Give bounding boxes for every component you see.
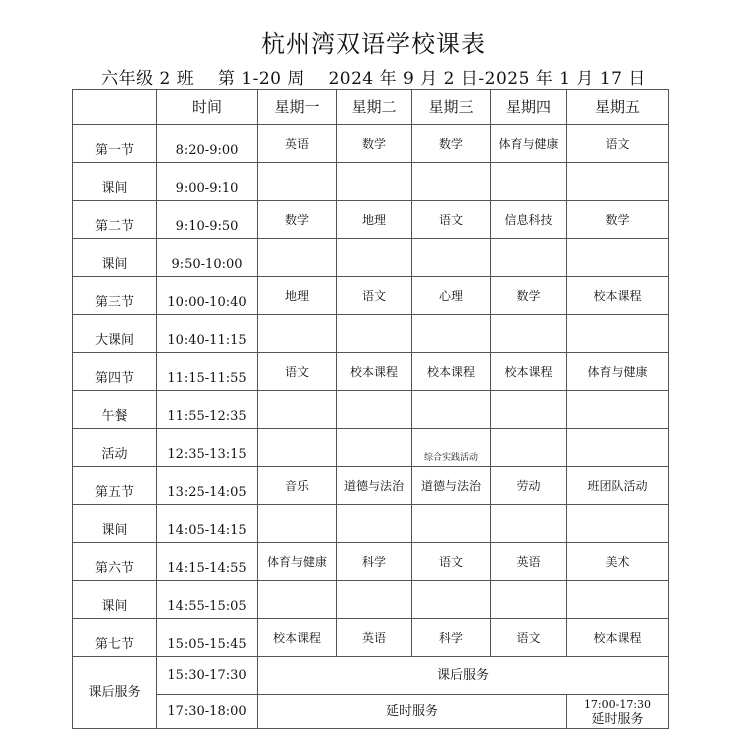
subject-cell-tue: 数学 [337, 125, 412, 163]
subject-cell-mon: 英语 [258, 125, 337, 163]
time-slot: 12:35-13:15 [157, 429, 258, 467]
table-row [73, 125, 669, 163]
subject-cell-wed: 语文 [412, 543, 491, 581]
time-slot: 15:05-15:45 [157, 619, 258, 657]
friday-extended-service [567, 695, 669, 729]
time-slot: 14:55-15:05 [157, 581, 258, 619]
subject-cell-tue [337, 391, 412, 429]
header-cell-mon: 星期一 [258, 90, 337, 125]
subject-cell-mon [258, 163, 337, 201]
subject-cell-thu: 信息科技 [491, 201, 567, 239]
subject-cell-wed: 综合实践活动 [412, 429, 491, 467]
period-label: 第一节 [73, 125, 157, 163]
header-cell-corner [73, 90, 157, 125]
subject-cell-thu: 劳动 [491, 467, 567, 505]
table-row [73, 581, 669, 619]
friday-extended-time: 17:00-17:30 [583, 697, 652, 711]
time-slot: 9:10-9:50 [157, 201, 258, 239]
period-label: 大课间 [73, 315, 157, 353]
subject-cell-thu [491, 429, 567, 467]
subject-cell-thu: 语文 [491, 619, 567, 657]
subject-cell-fri: 美术 [567, 543, 669, 581]
time-slot: 10:40-11:15 [157, 315, 258, 353]
subject-cell-mon [258, 429, 337, 467]
time-slot: 13:25-14:05 [157, 467, 258, 505]
table-row [73, 201, 669, 239]
after-school-row [73, 657, 669, 695]
extended-service: 延时服务 [258, 695, 567, 729]
subject-cell-wed [412, 505, 491, 543]
table-row [73, 429, 669, 467]
subject-cell-fri: 班团队活动 [567, 467, 669, 505]
table-row [73, 391, 669, 429]
table-row [73, 353, 669, 391]
after-school-time: 15:30-17:30 [157, 657, 258, 695]
period-label: 第七节 [73, 619, 157, 657]
subject-cell-tue [337, 505, 412, 543]
subject-cell-fri: 语文 [567, 125, 669, 163]
subject-cell-wed: 心理 [412, 277, 491, 315]
period-label: 第三节 [73, 277, 157, 315]
table-row [73, 163, 669, 201]
subject-cell-tue [337, 315, 412, 353]
subject-cell-thu [491, 391, 567, 429]
time-slot: 11:15-11:55 [157, 353, 258, 391]
table-row [73, 277, 669, 315]
subject-cell-mon: 体育与健康 [258, 543, 337, 581]
subject-cell-tue [337, 581, 412, 619]
extended-service-time: 17:30-18:00 [157, 695, 258, 729]
period-label: 活动 [73, 429, 157, 467]
subject-cell-thu [491, 581, 567, 619]
subject-cell-thu [491, 315, 567, 353]
table-row [73, 505, 669, 543]
subject-cell-mon [258, 505, 337, 543]
friday-extended-label: 延时服务 [591, 711, 644, 727]
subject-cell-fri: 体育与健康 [567, 353, 669, 391]
extended-service-row [73, 695, 669, 729]
subject-cell-wed [412, 391, 491, 429]
subject-cell-thu [491, 163, 567, 201]
time-slot: 11:55-12:35 [157, 391, 258, 429]
header-cell-tue: 星期二 [337, 90, 412, 125]
subject-cell-mon: 校本课程 [258, 619, 337, 657]
subject-cell-tue: 英语 [337, 619, 412, 657]
after-school-label: 课后服务 [73, 657, 157, 729]
subject-cell-thu [491, 239, 567, 277]
subject-cell-fri: 校本课程 [567, 277, 669, 315]
table-row [73, 239, 669, 277]
subject-cell-mon: 音乐 [258, 467, 337, 505]
subject-cell-thu [491, 505, 567, 543]
subject-cell-thu: 数学 [491, 277, 567, 315]
after-school-service: 课后服务 [258, 657, 669, 695]
period-label: 第六节 [73, 543, 157, 581]
period-label: 第四节 [73, 353, 157, 391]
period-label: 课间 [73, 505, 157, 543]
header-cell-time: 时间 [157, 90, 258, 125]
header-cell-fri: 星期五 [567, 90, 669, 125]
subject-cell-wed [412, 163, 491, 201]
time-slot: 8:20-9:00 [157, 125, 258, 163]
subject-cell-fri: 数学 [567, 201, 669, 239]
subject-cell-wed: 校本课程 [412, 353, 491, 391]
subject-cell-tue [337, 239, 412, 277]
subject-cell-mon: 地理 [258, 277, 337, 315]
time-slot: 9:50-10:00 [157, 239, 258, 277]
table-row [73, 315, 669, 353]
subject-cell-tue [337, 429, 412, 467]
subject-cell-tue [337, 163, 412, 201]
time-slot: 10:00-10:40 [157, 277, 258, 315]
subject-cell-wed [412, 239, 491, 277]
subject-cell-mon: 数学 [258, 201, 337, 239]
period-label: 课间 [73, 163, 157, 201]
subject-cell-wed: 科学 [412, 619, 491, 657]
subject-cell-thu: 体育与健康 [491, 125, 567, 163]
period-label: 午餐 [73, 391, 157, 429]
period-label: 课间 [73, 581, 157, 619]
page-title: 杭州湾双语学校课表 [261, 30, 486, 58]
page-subtitle: 六年级 2 班 第 1-20 周 2024 年 9 月 2 日-2025 年 1 月 17 日 [101, 69, 646, 89]
time-slot: 14:05-14:15 [157, 505, 258, 543]
subject-cell-mon [258, 315, 337, 353]
subject-cell-thu: 校本课程 [491, 353, 567, 391]
subject-cell-tue: 道德与法治 [337, 467, 412, 505]
subject-cell-thu: 英语 [491, 543, 567, 581]
header-cell-wed: 星期三 [412, 90, 491, 125]
subject-cell-fri [567, 315, 669, 353]
subject-cell-wed: 数学 [412, 125, 491, 163]
time-slot: 9:00-9:10 [157, 163, 258, 201]
table-row [73, 619, 669, 657]
subject-cell-tue: 语文 [337, 277, 412, 315]
time-slot: 14:15-14:55 [157, 543, 258, 581]
subject-cell-wed: 语文 [412, 201, 491, 239]
subject-cell-fri [567, 163, 669, 201]
subject-cell-wed [412, 581, 491, 619]
subject-cell-tue: 地理 [337, 201, 412, 239]
period-label: 第二节 [73, 201, 157, 239]
table-row [73, 543, 669, 581]
header-row [73, 90, 669, 125]
subject-cell-mon: 语文 [258, 353, 337, 391]
subject-cell-tue: 校本课程 [337, 353, 412, 391]
header-cell-thu: 星期四 [491, 90, 567, 125]
subject-cell-fri [567, 505, 669, 543]
subject-cell-wed: 道德与法治 [412, 467, 491, 505]
subject-cell-mon [258, 581, 337, 619]
table-row [73, 467, 669, 505]
subject-cell-fri [567, 581, 669, 619]
timetable-body [73, 90, 669, 729]
subject-cell-fri [567, 239, 669, 277]
timetable [72, 89, 669, 729]
subject-cell-mon [258, 391, 337, 429]
subject-cell-fri [567, 391, 669, 429]
subject-cell-mon [258, 239, 337, 277]
period-label: 课间 [73, 239, 157, 277]
subject-cell-wed [412, 315, 491, 353]
subject-cell-tue: 科学 [337, 543, 412, 581]
period-label: 第五节 [73, 467, 157, 505]
subject-cell-fri [567, 429, 669, 467]
subject-cell-fri: 校本课程 [567, 619, 669, 657]
